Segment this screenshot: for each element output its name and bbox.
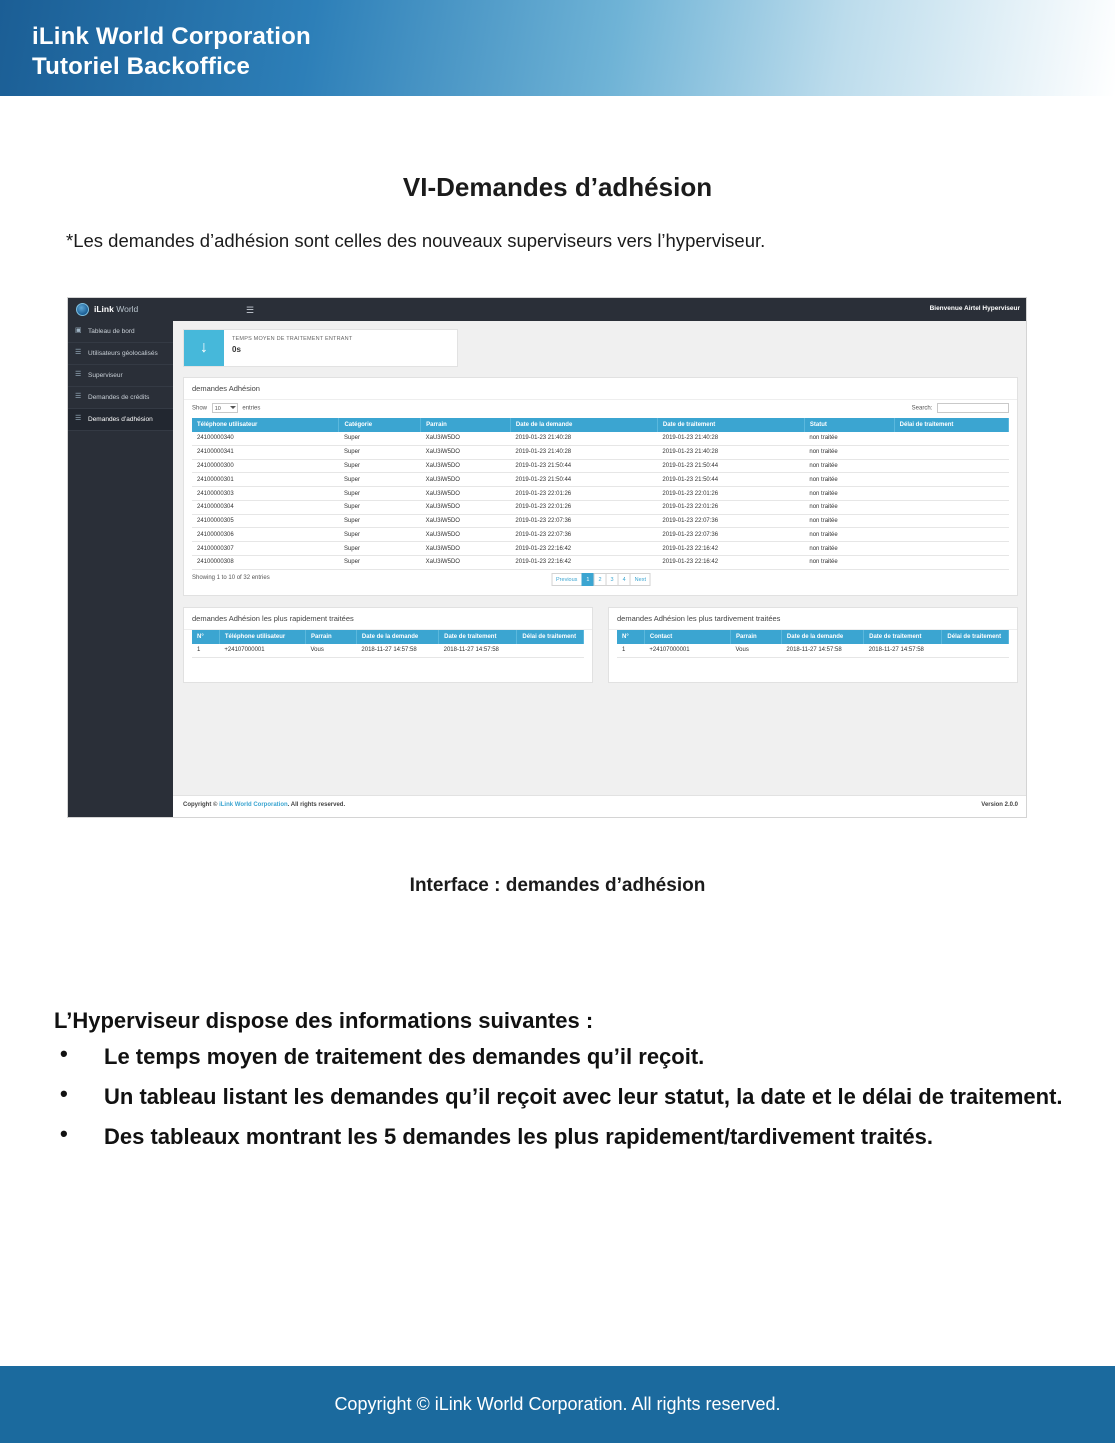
cell-telephone: 24100000307 xyxy=(192,542,339,556)
slow-table xyxy=(617,630,1009,658)
cell-date-traitement: 2019-01-23 22:01:26 xyxy=(657,500,804,514)
cell-telephone: 24100000341 xyxy=(192,445,339,459)
col-categorie[interactable]: Catégorie xyxy=(339,418,421,432)
cell-statut: non traitée xyxy=(804,528,894,542)
cell-parrain: Vous xyxy=(731,644,782,657)
cell-categorie: Super xyxy=(339,473,421,487)
cell-date-traitement: 2019-01-23 22:07:36 xyxy=(657,514,804,528)
slow-table-wrapper xyxy=(609,630,1017,658)
info-block xyxy=(54,1008,1074,1164)
cell-date-demande: 2019-01-23 22:01:26 xyxy=(510,500,657,514)
list-item: • Le temps moyen de traitement des demandes qu’il reçoit. xyxy=(54,1044,1074,1070)
table-row[interactable] xyxy=(192,432,1009,445)
cell-statut: non traitée xyxy=(804,445,894,459)
app-footer xyxy=(173,795,1027,817)
sidebar-item-label: Tableau de bord xyxy=(88,328,135,335)
fast-table-wrapper xyxy=(184,630,592,658)
copyright-prefix: Copyright © xyxy=(183,802,220,808)
col-date-traitement[interactable]: Date de traitement xyxy=(657,418,804,432)
cell-categorie: Super xyxy=(339,487,421,501)
dashboard-icon: ▣ xyxy=(75,327,82,334)
cell-statut: non traitée xyxy=(804,542,894,556)
app-version: Version 2.0.0 xyxy=(981,802,1018,808)
cell-delai xyxy=(894,500,1008,514)
col-contact: Contact xyxy=(644,630,730,644)
app-logo-strong: iLink xyxy=(94,304,114,314)
app-copyright xyxy=(183,802,345,808)
fast-table xyxy=(192,630,584,658)
globe-icon xyxy=(76,303,89,316)
cell-statut: non traitée xyxy=(804,500,894,514)
table-header-row xyxy=(192,418,1009,432)
slow-table-body xyxy=(617,644,1009,657)
info-bullet-list xyxy=(54,1044,1074,1150)
cell-statut: non traitée xyxy=(804,473,894,487)
brand-line-2: Tutoriel Backoffice xyxy=(32,53,251,80)
page-footer xyxy=(0,1366,1115,1443)
cell-date-demande: 2019-01-23 21:40:28 xyxy=(510,445,657,459)
cell-date-traitement: 2019-01-23 21:40:28 xyxy=(657,445,804,459)
main-table-wrapper xyxy=(184,418,1017,570)
sidebar-item-demandes-dadhesion[interactable] xyxy=(68,409,173,431)
cell-date-traitement: 2018-11-27 14:57:58 xyxy=(864,644,942,657)
cell-delai xyxy=(942,644,1009,657)
page-length-select[interactable] xyxy=(212,403,238,413)
cell-delai xyxy=(517,644,584,657)
cell-date-traitement: 2019-01-23 22:16:42 xyxy=(657,556,804,570)
kpi-body xyxy=(224,330,360,366)
cell-delai xyxy=(894,473,1008,487)
table-row[interactable] xyxy=(192,644,584,657)
cell-statut: non traitée xyxy=(804,556,894,570)
cell-delai xyxy=(894,459,1008,473)
cell-telephone: 24100000303 xyxy=(192,487,339,501)
cell-date-traitement: 2019-01-23 21:50:44 xyxy=(657,473,804,487)
cell-telephone: 24100000340 xyxy=(192,432,339,445)
app-sidebar xyxy=(68,321,173,818)
fast-table-head xyxy=(192,630,584,644)
cell-parrain: XaU3iW5DO xyxy=(421,500,511,514)
pagination-next[interactable]: Next xyxy=(630,573,651,586)
list-item: • Des tableaux montrant les 5 demandes les plus rapidement/tardivement traités. xyxy=(54,1124,1074,1150)
figure-caption: Interface : demandes d’adhésion xyxy=(409,875,706,896)
cell-categorie: Super xyxy=(339,459,421,473)
col-date-traitement: Date de traitement xyxy=(864,630,942,644)
cell-date-demande: 2019-01-23 22:16:42 xyxy=(510,556,657,570)
table-row[interactable] xyxy=(192,500,1009,514)
cell-delai xyxy=(894,432,1008,445)
sidebar-item-label: Superviseur xyxy=(88,372,123,379)
brand-line-1: iLink World Corporation xyxy=(32,23,311,50)
search-input[interactable] xyxy=(937,403,1009,413)
panel-title: demandes Adhésion les plus rapidement traitées xyxy=(184,608,592,630)
col-delai: Délai de traitement xyxy=(942,630,1009,644)
table-controls xyxy=(184,400,1017,418)
col-statut[interactable]: Statut xyxy=(804,418,894,432)
col-parrain: Parrain xyxy=(306,630,357,644)
cell-categorie: Super xyxy=(339,542,421,556)
demandes-table-head xyxy=(192,418,1009,432)
sidebar-item-tableau-de-bord[interactable] xyxy=(68,321,173,343)
search-label: Search: xyxy=(911,405,933,412)
sidebar-item-label: Demandes d’adhésion xyxy=(88,416,153,423)
cell-date-demande: 2018-11-27 14:57:58 xyxy=(356,644,438,657)
cell-categorie: Super xyxy=(339,528,421,542)
table-row[interactable] xyxy=(192,514,1009,528)
page-length-control[interactable] xyxy=(192,403,260,413)
table-row[interactable] xyxy=(192,556,1009,570)
cell-date-demande: 2019-01-23 21:50:44 xyxy=(510,473,657,487)
panel-plus-rapidement-traitees xyxy=(183,607,593,683)
cell-delai xyxy=(894,556,1008,570)
col-parrain[interactable]: Parrain xyxy=(421,418,511,432)
slow-table-head xyxy=(617,630,1009,644)
cell-categorie: Super xyxy=(339,514,421,528)
app-main-content xyxy=(173,321,1027,818)
cell-parrain: Vous xyxy=(306,644,357,657)
col-delai[interactable]: Délai de traitement xyxy=(894,418,1008,432)
col-date-demande[interactable]: Date de la demande xyxy=(510,418,657,432)
cell-date-demande: 2019-01-23 22:16:42 xyxy=(510,542,657,556)
sidebar-item-superviseur[interactable] xyxy=(68,365,173,387)
cell-date-demande: 2019-01-23 22:01:26 xyxy=(510,487,657,501)
app-topbar xyxy=(68,298,1027,321)
col-parrain: Parrain xyxy=(731,630,782,644)
table-row[interactable] xyxy=(192,487,1009,501)
list-item: • Un tableau listant les demandes qu’il reçoit avec leur statut, la date et le délai de traitement. xyxy=(54,1084,1074,1110)
cell-numero: 1 xyxy=(192,644,219,657)
table-header-row xyxy=(192,630,584,644)
pagination-previous[interactable]: Previous xyxy=(551,573,582,586)
page-title: VI-Demandes d’adhésion xyxy=(402,172,713,202)
col-date-demande: Date de la demande xyxy=(356,630,438,644)
cell-date-traitement: 2019-01-23 21:50:44 xyxy=(657,459,804,473)
search-control[interactable] xyxy=(912,403,1009,413)
embedded-screenshot xyxy=(67,297,1027,818)
col-date-traitement: Date de traitement xyxy=(439,630,517,644)
cell-statut: non traitée xyxy=(804,432,894,445)
show-label: Show xyxy=(192,405,208,412)
welcome-label: Bienvenue Airtel Hyperviseur xyxy=(929,305,1020,312)
app-logo-light: World xyxy=(116,304,139,314)
copyright-brand: iLink World Corporation xyxy=(219,802,288,808)
cell-numero: 1 xyxy=(617,644,644,657)
sidebar-item-label: Utilisateurs géolocalisés xyxy=(88,350,158,357)
cell-statut: non traitée xyxy=(804,459,894,473)
sidebar-item-label: Demandes de crédits xyxy=(88,394,150,401)
table-row[interactable] xyxy=(192,528,1009,542)
table-row[interactable] xyxy=(617,644,1009,657)
table-footer xyxy=(184,570,1017,596)
users-icon: ☰ xyxy=(75,393,82,400)
cell-categorie: Super xyxy=(339,556,421,570)
cell-delai xyxy=(894,445,1008,459)
cell-parrain: XaU3iW5DO xyxy=(421,487,511,501)
download-arrow-icon: ↓ xyxy=(184,330,224,366)
cell-parrain: XaU3iW5DO xyxy=(421,556,511,570)
col-numero: N° xyxy=(192,630,219,644)
pagination-page-4[interactable]: 4 xyxy=(618,573,631,586)
col-telephone[interactable]: Téléphone utilisateur xyxy=(192,418,339,432)
table-row[interactable] xyxy=(192,542,1009,556)
cell-date-traitement: 2019-01-23 22:07:36 xyxy=(657,528,804,542)
table-header-row xyxy=(617,630,1009,644)
panel-demandes-adhesion xyxy=(183,377,1018,596)
col-numero: N° xyxy=(617,630,644,644)
cell-date-traitement: 2019-01-23 21:40:28 xyxy=(657,432,804,445)
cell-delai xyxy=(894,528,1008,542)
demandes-table-body xyxy=(192,432,1009,569)
cell-telephone: 24100000304 xyxy=(192,500,339,514)
cell-date-demande: 2019-01-23 22:07:36 xyxy=(510,514,657,528)
panel-plus-tardivement-traitees xyxy=(608,607,1018,683)
cell-parrain: XaU3iW5DO xyxy=(421,528,511,542)
copyright-suffix: . All rights reserved. xyxy=(287,802,346,808)
pagination[interactable] xyxy=(551,573,650,586)
info-lead: L’Hyperviseur dispose des informations suivantes : xyxy=(54,1008,594,1033)
col-telephone: Téléphone utilisateur xyxy=(219,630,305,644)
page-footer-text: Copyright © iLink World Corporation. All rights reserved. xyxy=(334,1394,781,1414)
pagination-page-1[interactable]: 1 xyxy=(581,573,594,586)
users-icon: ☰ xyxy=(75,349,82,356)
cell-categorie: Super xyxy=(339,445,421,459)
table-row[interactable] xyxy=(192,445,1009,459)
table-row[interactable] xyxy=(192,473,1009,487)
sidebar-item-utilisateurs-geolocalises[interactable] xyxy=(68,343,173,365)
kpi-value: 0s xyxy=(232,345,241,354)
cell-telephone: +24107000001 xyxy=(219,644,305,657)
cell-parrain: XaU3iW5DO xyxy=(421,445,511,459)
cell-delai xyxy=(894,542,1008,556)
panel-title: demandes Adhésion xyxy=(184,378,1017,400)
cell-parrain: XaU3iW5DO xyxy=(421,432,511,445)
page-subtitle: *Les demandes d’adhésion sont celles des nouveaux superviseurs vers l’hyperviseur. xyxy=(66,230,766,251)
kpi-label: TEMPS MOYEN DE TRAITEMENT ENTRANT xyxy=(232,336,353,342)
app-logo-text[interactable] xyxy=(94,304,138,314)
cell-parrain: XaU3iW5DO xyxy=(421,473,511,487)
col-delai: Délai de traitement xyxy=(517,630,584,644)
users-icon: ☰ xyxy=(75,371,82,378)
brand-title xyxy=(32,22,311,82)
cell-delai xyxy=(894,487,1008,501)
table-info: Showing 1 to 10 of 32 entries xyxy=(192,574,270,581)
cell-date-demande: 2019-01-23 21:50:44 xyxy=(510,459,657,473)
cell-date-demande: 2018-11-27 14:57:58 xyxy=(781,644,863,657)
cell-telephone: 24100000305 xyxy=(192,514,339,528)
cell-parrain: XaU3iW5DO xyxy=(421,542,511,556)
demandes-table xyxy=(192,418,1009,570)
cell-date-traitement: 2019-01-23 22:16:42 xyxy=(657,542,804,556)
sidebar-item-demandes-de-credits[interactable] xyxy=(68,387,173,409)
cell-telephone: 24100000300 xyxy=(192,459,339,473)
cell-statut: non traitée xyxy=(804,487,894,501)
cell-telephone: 24100000301 xyxy=(192,473,339,487)
page-length-value: 10 xyxy=(214,406,221,412)
cell-parrain: XaU3iW5DO xyxy=(421,514,511,528)
cell-contact: +24107000001 xyxy=(644,644,730,657)
hamburger-menu-icon[interactable]: ☰ xyxy=(246,305,255,315)
table-row[interactable] xyxy=(192,459,1009,473)
cell-date-traitement: 2018-11-27 14:57:58 xyxy=(439,644,517,657)
cell-date-demande: 2019-01-23 21:40:28 xyxy=(510,432,657,445)
pagination-page-3[interactable]: 3 xyxy=(606,573,619,586)
entries-label: entries xyxy=(242,405,261,412)
chevron-down-icon xyxy=(230,406,236,409)
cell-telephone: 24100000306 xyxy=(192,528,339,542)
users-icon: ☰ xyxy=(75,415,82,422)
pagination-page-2[interactable]: 2 xyxy=(593,573,606,586)
cell-categorie: Super xyxy=(339,432,421,445)
page-header-banner xyxy=(0,0,1115,96)
cell-categorie: Super xyxy=(339,500,421,514)
cell-parrain: XaU3iW5DO xyxy=(421,459,511,473)
cell-delai xyxy=(894,514,1008,528)
cell-date-demande: 2019-01-23 22:07:36 xyxy=(510,528,657,542)
cell-date-traitement: 2019-01-23 22:01:26 xyxy=(657,487,804,501)
panel-title: demandes Adhésion les plus tardivement traitées xyxy=(609,608,1017,630)
cell-telephone: 24100000308 xyxy=(192,556,339,570)
fast-table-body xyxy=(192,644,584,657)
col-date-demande: Date de la demande xyxy=(781,630,863,644)
kpi-card-temps-moyen xyxy=(183,329,458,367)
cell-statut: non traitée xyxy=(804,514,894,528)
